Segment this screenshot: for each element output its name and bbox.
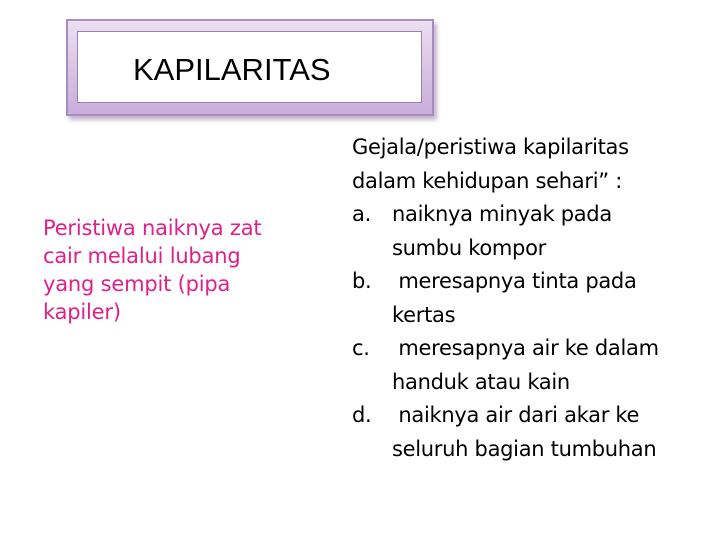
list-item — [352, 198, 712, 265]
definition-paragraph — [43, 214, 313, 326]
list-marker: a. — [352, 202, 371, 226]
definition-line: yang sempit (pipa — [43, 272, 231, 296]
examples-list — [352, 198, 712, 466]
list-item-line: kertas — [392, 302, 456, 327]
definition-line: kapiler) — [43, 300, 121, 324]
list-item-line: naiknya minyak pada — [392, 202, 612, 226]
list-item-line: meresapnya tinta pada — [392, 269, 637, 293]
examples-intro-line: dalam kehidupan sehari” : — [352, 168, 622, 193]
list-item-line: seluruh bagian tumbuhan — [392, 436, 657, 461]
examples-intro-line: Gejala/peristiwa kapilaritas — [352, 135, 629, 159]
definition-line: cair melalui lubang — [43, 244, 241, 268]
list-item — [352, 265, 712, 332]
list-marker: b. — [352, 269, 372, 293]
list-marker: d. — [352, 403, 372, 427]
definition-line: Peristiwa naiknya zat — [43, 216, 262, 240]
slide-title: KAPILARITAS — [133, 52, 331, 87]
list-marker: c. — [352, 336, 370, 360]
list-item — [352, 399, 712, 466]
examples-block — [352, 131, 712, 466]
list-item-line: naiknya air dari akar ke — [392, 403, 640, 427]
list-item-line: handuk atau kain — [392, 369, 570, 394]
list-item-line: meresapnya air ke dalam — [392, 336, 659, 360]
list-item — [352, 332, 712, 399]
list-item-line: sumbu kompor — [392, 235, 546, 260]
